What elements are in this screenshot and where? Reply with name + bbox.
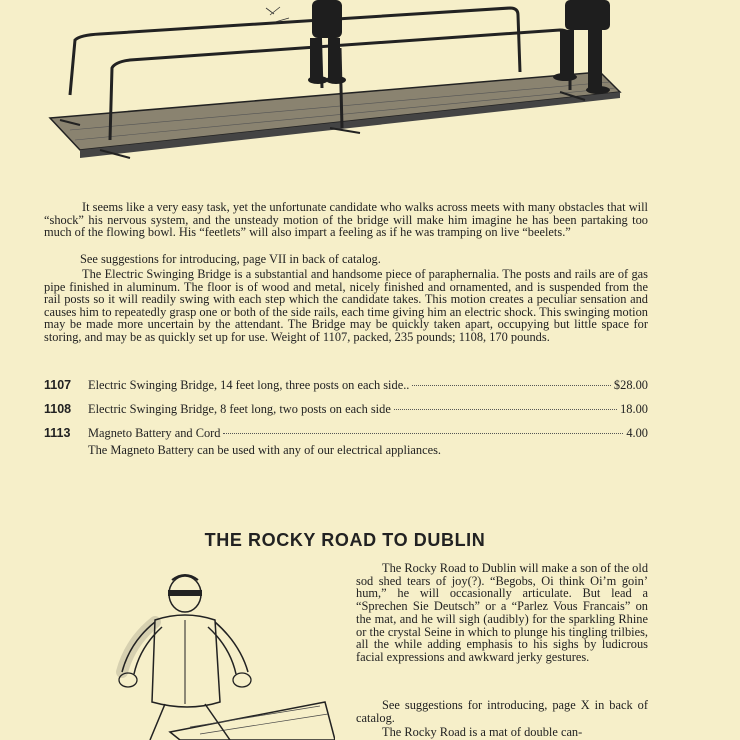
catalog-item-1107 xyxy=(44,378,648,394)
rocky-road-suggestions-paragraph: See suggestions for introducing, page X in back of catalog. xyxy=(356,698,648,725)
catalog-item-1108 xyxy=(44,402,648,418)
bridge-suggestions-paragraph: See suggestions for introducing, page VII in back of catalog. xyxy=(80,252,381,266)
item-number: 1107 xyxy=(44,378,72,392)
dot-leader xyxy=(394,409,617,410)
item-price: $28.00 xyxy=(613,378,648,392)
dot-leader xyxy=(223,433,623,434)
dot-leader xyxy=(412,385,611,386)
swinging-bridge-illustration xyxy=(40,0,660,175)
section-heading: THE ROCKY ROAD TO DUBLIN xyxy=(204,530,486,550)
item-number: 1113 xyxy=(44,426,71,440)
item-number: 1108 xyxy=(44,402,72,416)
item-description: Magneto Battery and Cord xyxy=(88,426,221,440)
rocky-road-illustration xyxy=(110,572,335,740)
bridge-intro-paragraph: It seems like a very easy task, yet the unfortunate candidate who walks across meets with many obstacles that will “shock” his nervous system, and the unsteady motion of the bridge will make him imagine he has been partaking too much of the flowing bowl. His “feetlets” will also impart a feeling as if he was tramping on live “beelets.” xyxy=(44,200,648,240)
item-price: 4.00 xyxy=(626,426,648,440)
rocky-road-description-paragraph: The Rocky Road is a mat of double can- xyxy=(382,725,583,739)
catalog-item-1113 xyxy=(44,426,648,442)
magneto-note: The Magneto Battery can be used with any of our electrical appliances. xyxy=(88,443,441,457)
item-price: 18.00 xyxy=(620,402,648,416)
item-description: Electric Swinging Bridge, 8 feet long, two posts on each side xyxy=(88,402,391,416)
bridge-description-paragraph: The Electric Swinging Bridge is a substantial and handsome piece of paraphernalia. The posts and rails are of gas pipe finished in aluminum. The floor is of wood and metal, nicely finished and ornamented, and is suspended from the rail posts so it will readily swing with each step which the candidate takes. This motion creates a peculiar sensation and causes him to repeatedly grasp one or both of the side rails, each time giving him an electric shock. This swinging motion may be made more uncertain by the attendant. The Bridge may be quickly taken apart, occupying but little space for storing, and may be as quickly set up for use. Weight of 1107, packed, 235 pounds; 1108, 170 pounds. xyxy=(44,267,648,344)
item-description: Electric Swinging Bridge, 14 feet long, three posts on each side.. xyxy=(88,378,410,392)
rocky-road-intro-paragraph: The Rocky Road to Dublin will make a son of the old sod shed tears of joy(?). “Begobs, Oi think Oi’m goin’ hum,” he will occasionally articulate. But lead a “Sprechen Sie Deutsch” or a “Parlez Vous Francais” on the mat, and he will sigh (audibly) for the sparkling Rhine or the crystal Seine in which to plunge his tingling trilbies, all the while adding emphasis to his sighs by ludicrous facial expressions and awkward jerky gestures. xyxy=(356,561,649,664)
